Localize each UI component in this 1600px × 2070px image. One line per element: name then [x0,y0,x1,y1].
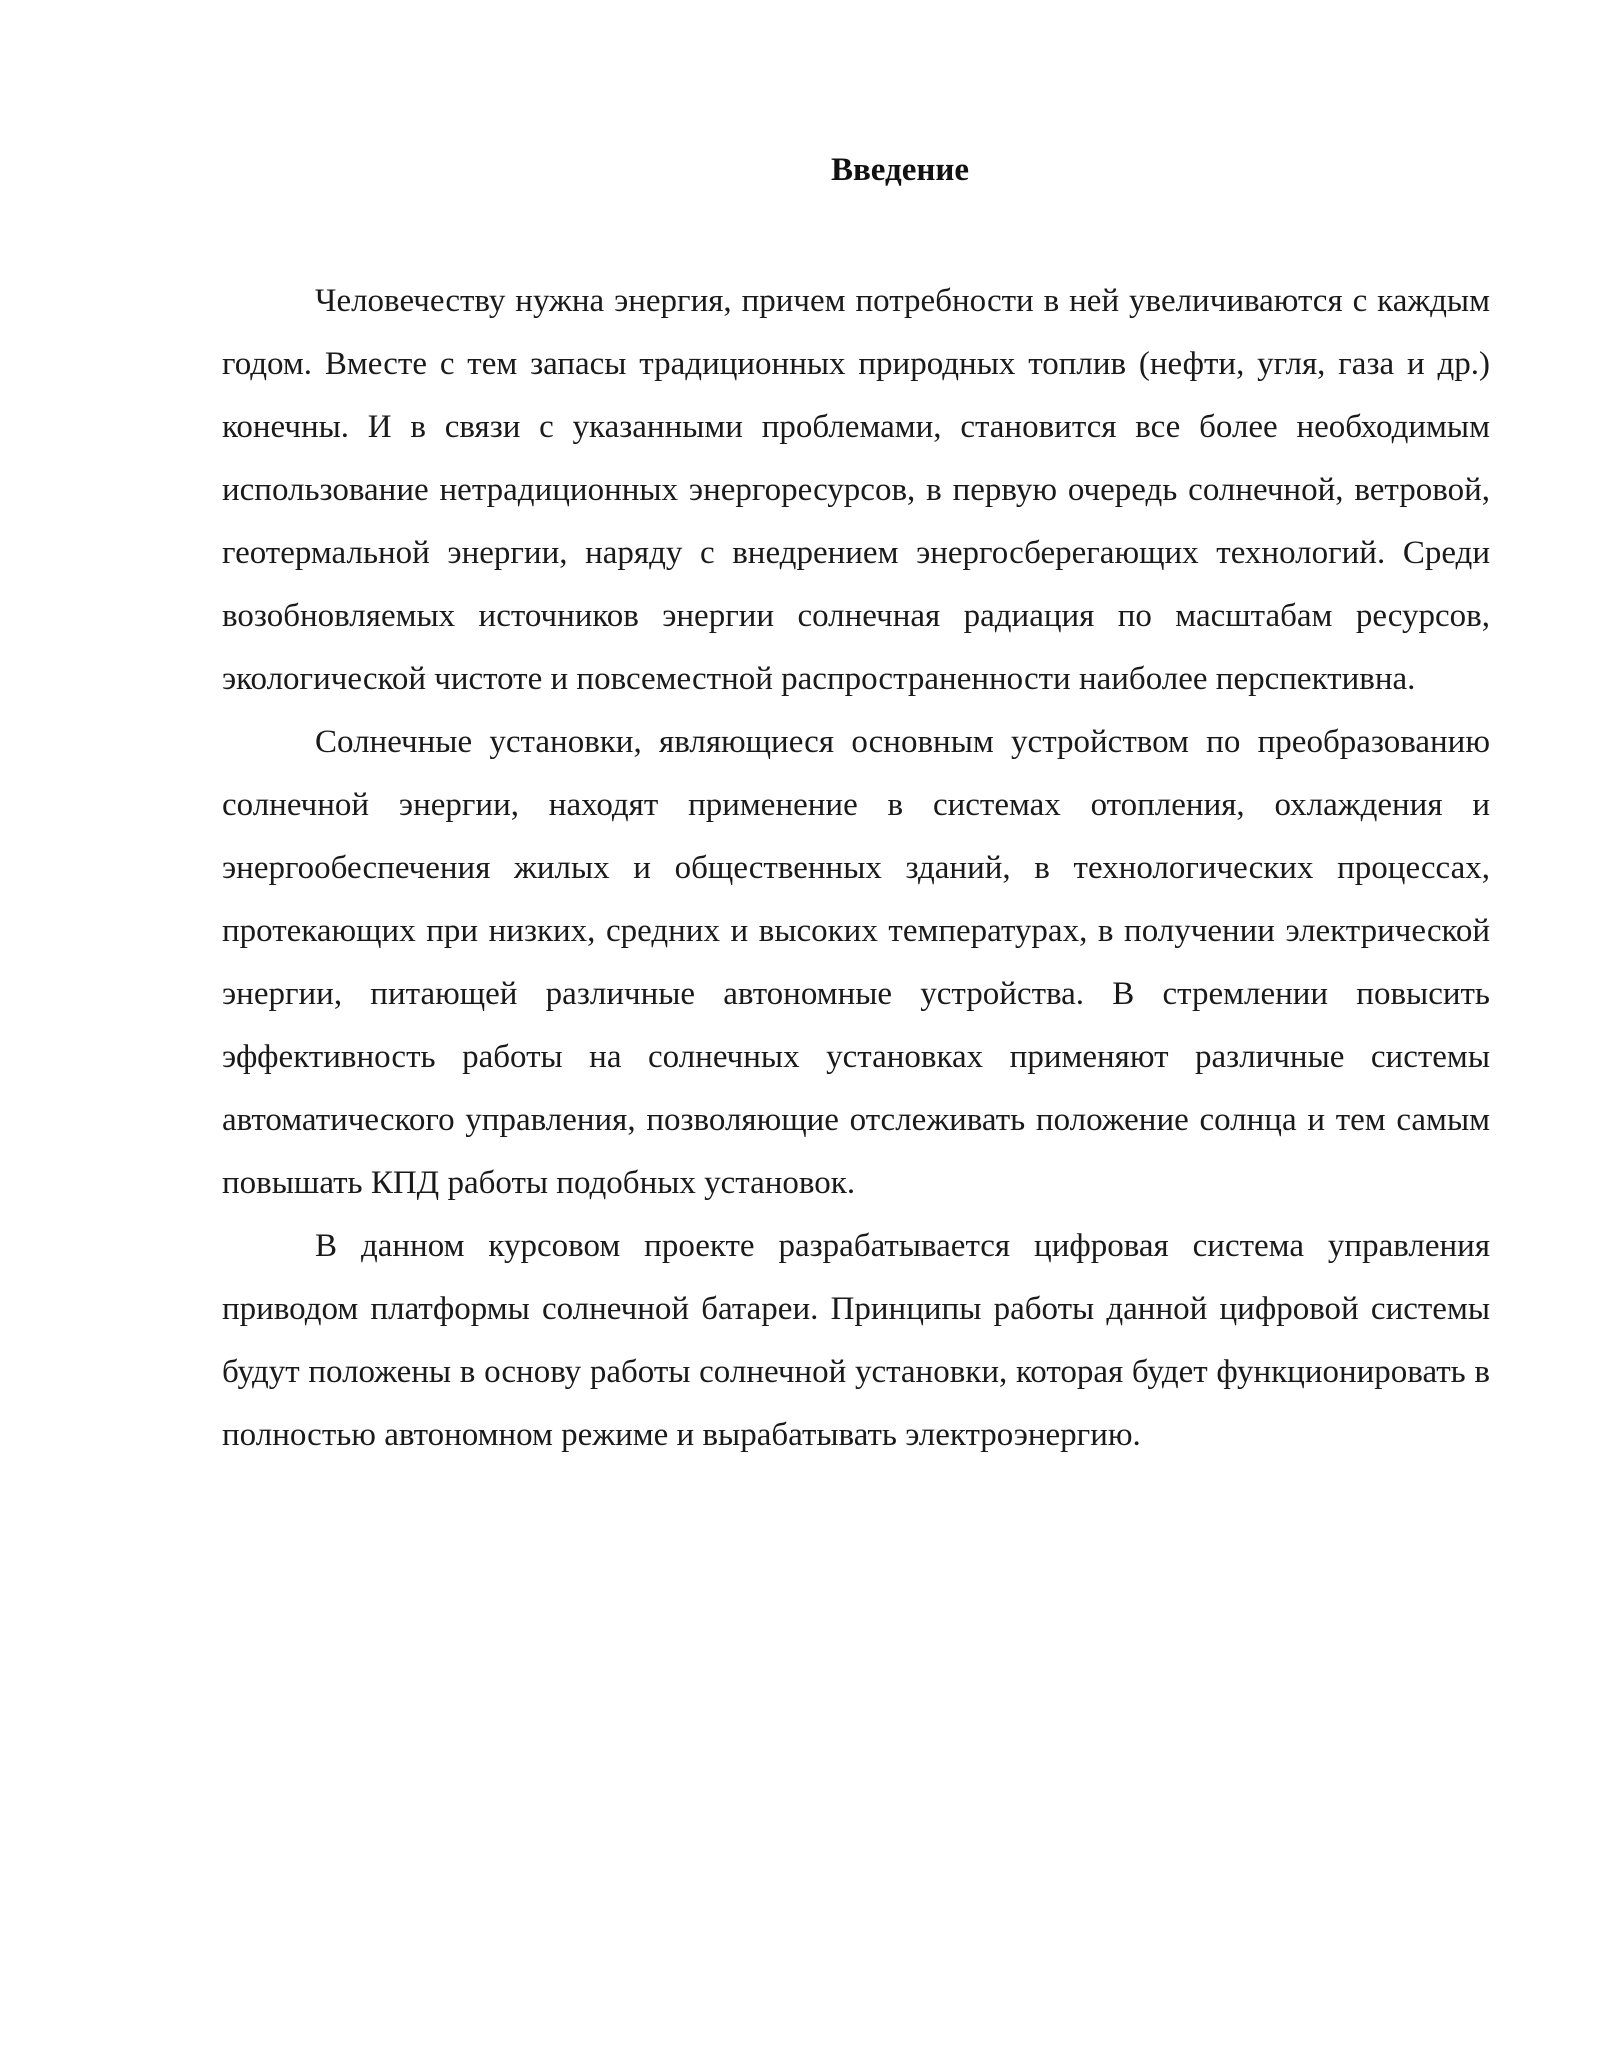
paragraph-intro-energy-demand: Человечеству нужна энергия, причем потребности в ней увеличиваются с каждым годом. Вместе с тем запасы традиционных природных топлив (нефти, угля, газа и др.) конечны. И в связи с указанными проблемами, становится все более необходимым использование нетрадиционных энергоресурсов, в первую очередь солнечной, ветровой, геотермальной энергии, наряду с внедрением энергосберегающих технологий. Среди возобновляемых источников энергии солнечная радиация по масштабам ресурсов, экологической чистоте и повсеместной распространенности наиболее перспективна. [222,283,1490,697]
paragraph-solar-installations: Солнечные установки, являющиеся основным устройством по преобразованию солнечной энергии, находят применение в системах отопления, охлаждения и энергообеспечения жилых и общественных зданий, в технологических процессах, протекающих при низких, средних и высоких температурах, в получении электрической энергии, питающей различные автономные устройства. В стремлении повысить эффективность работы на солнечных установках применяют различные системы автоматического управления, позволяющие отслеживать положение солнца и тем самым повышать КПД работы подобных установок. [222,724,1490,1201]
document-body [222,270,1490,1467]
paragraph-project-description: В данном курсовом проекте разрабатывается цифровая система управления приводом платформы солнечной батареи. Принципы работы данной цифровой системы будут положены в основу работы солнечной установки, которая будет функционировать в полностью автономном режиме и вырабатывать электроэнергию. [222,1228,1490,1453]
page-title: Введение [830,152,970,188]
